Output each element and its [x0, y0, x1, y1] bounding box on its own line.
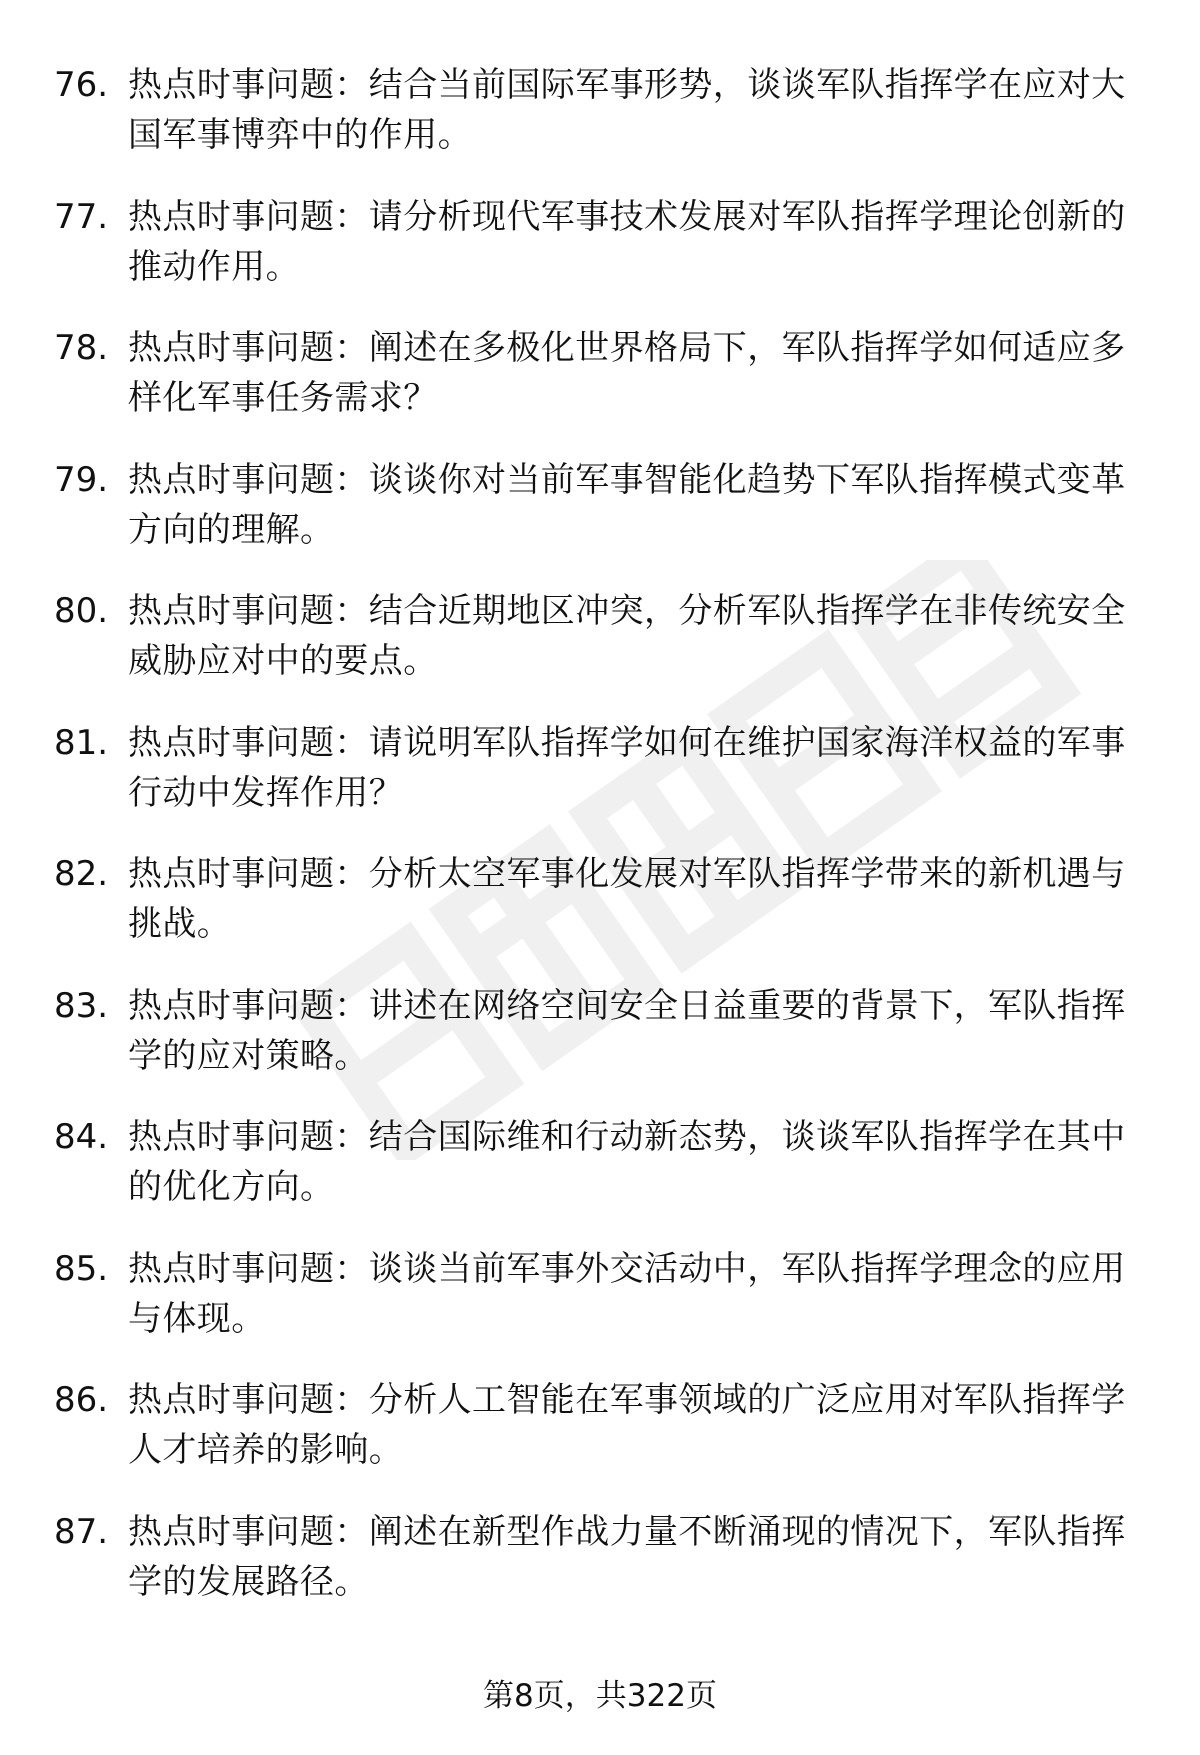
question-number: 80. [54, 591, 109, 631]
question-item [0, 586, 1200, 718]
question-text: 热点时事问题：讲述在网络空间安全日益重要的背景下，军队指挥学的应对策略。 [128, 985, 1126, 1076]
question-number: 81. [54, 722, 109, 763]
question-number: 84. [54, 1117, 109, 1157]
question-number: 79. [54, 459, 109, 500]
question-text: 热点时事问题：谈谈你对当前军事智能化趋势下军队指挥模式变革方向的理解。 [128, 459, 1126, 550]
question-text: 热点时事问题：结合国际维和行动新态势，谈谈军队指挥学在其中的优化方向。 [128, 1117, 1126, 1207]
question-text: 热点时事问题：阐述在新型作战力量不断涌现的情况下，军队指挥学的发展路径。 [128, 1511, 1126, 1602]
question-item [0, 455, 1200, 587]
question-number: 76. [54, 65, 109, 105]
question-number: 86. [54, 1380, 109, 1420]
question-item [0, 1507, 1200, 1639]
question-number: 78. [54, 328, 109, 368]
question-text: 热点时事问题：分析人工智能在军事领域的广泛应用对军队指挥学人才培养的影响。 [128, 1380, 1126, 1470]
question-number: 77. [54, 196, 109, 237]
question-item [0, 60, 1200, 192]
question-number: 83. [54, 985, 109, 1026]
question-item [0, 981, 1200, 1113]
question-text: 热点时事问题：结合当前国际军事形势，谈谈军队指挥学在应对大国军事博弈中的作用。 [128, 65, 1126, 155]
question-item [0, 1244, 1200, 1376]
question-item [0, 192, 1200, 324]
question-text: 热点时事问题：结合近期地区冲突，分析军队指挥学在非传统安全威胁应对中的要点。 [128, 591, 1126, 681]
question-text: 热点时事问题：请分析现代军事技术发展对军队指挥学理论创新的推动作用。 [128, 196, 1126, 287]
question-list [0, 60, 1200, 1638]
question-text: 热点时事问题：请说明军队指挥学如何在维护国家海洋权益的军事行动中发挥作用？ [128, 722, 1126, 813]
question-text: 热点时事问题：谈谈当前军事外交活动中，军队指挥学理念的应用与体现。 [128, 1248, 1126, 1339]
question-item [0, 1112, 1200, 1244]
question-text: 热点时事问题：阐述在多极化世界格局下，军队指挥学如何适应多样化军事任务需求？ [128, 328, 1126, 418]
question-text: 热点时事问题：分析太空军事化发展对军队指挥学带来的新机遇与挑战。 [128, 854, 1126, 944]
question-item [0, 1375, 1200, 1507]
page-footer: 第8页，共322页 [483, 1678, 717, 1714]
question-item [0, 849, 1200, 981]
question-number: 87. [54, 1511, 109, 1552]
question-number: 85. [54, 1248, 109, 1289]
question-item [0, 323, 1200, 455]
question-number: 82. [54, 854, 109, 894]
question-item [0, 718, 1200, 850]
